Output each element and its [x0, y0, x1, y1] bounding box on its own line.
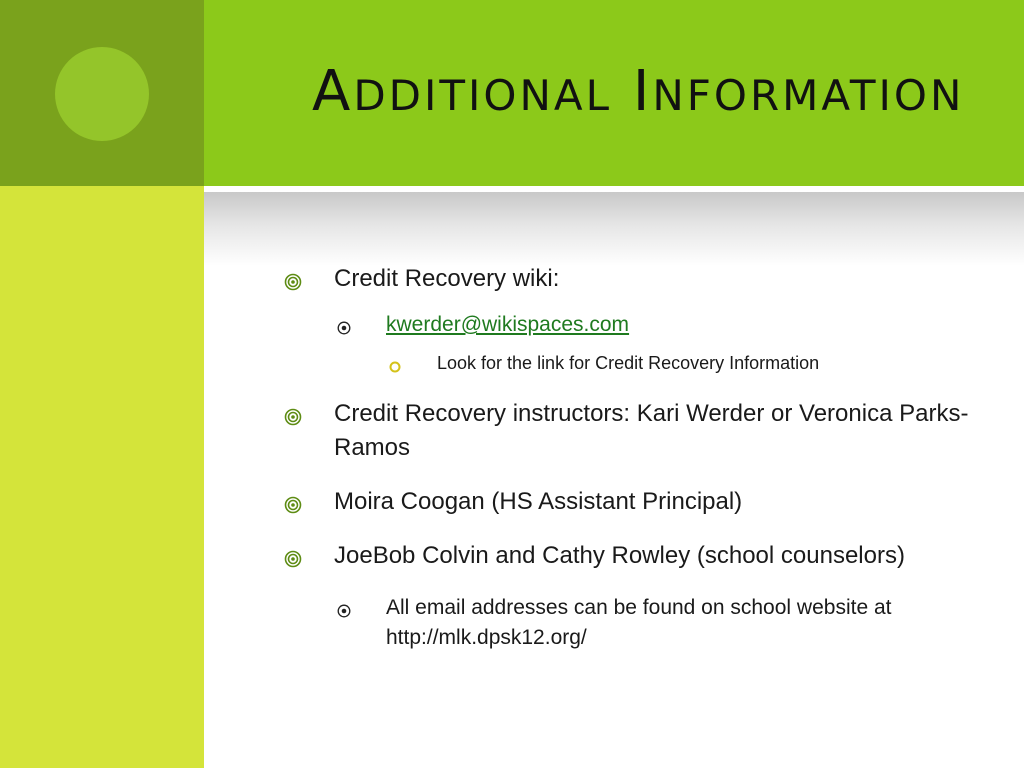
left-stripe	[0, 186, 204, 768]
bullet-item	[282, 349, 982, 377]
slide-title	[312, 52, 1012, 136]
bullet-item	[282, 539, 982, 573]
shadow-gradient	[204, 192, 1024, 266]
bullet-text: Moira Coogan (HS Assistant Principal)	[334, 488, 743, 515]
bullet-text: Credit Recovery wiki:	[334, 265, 560, 292]
bullet-item	[282, 485, 982, 519]
ring-bullet-icon	[389, 353, 401, 381]
title-word: ADDITIONAL	[312, 59, 613, 124]
concentric-circle-bullet-icon	[284, 402, 302, 436]
bullet-text: All email addresses can be found on school website at http://mlk.dpsk12.org/	[386, 596, 892, 649]
bullet-item	[282, 310, 982, 340]
dot-circle-bullet-icon	[337, 597, 351, 627]
bullet-item	[282, 397, 982, 465]
bullet-item	[282, 262, 982, 296]
dot-circle-bullet-icon	[337, 314, 351, 344]
bullet-list	[282, 262, 982, 653]
bullet-text: Look for the link for Credit Recovery Information	[437, 353, 820, 373]
bullet-text: Credit Recovery instructors: Kari Werder or Veronica Parks-Ramos	[334, 400, 969, 461]
title-word: INFORMATION	[632, 59, 965, 124]
concentric-circle-bullet-icon	[284, 490, 302, 524]
decorative-circle	[55, 47, 149, 141]
wiki-email-link[interactable]: kwerder@wikispaces.com	[386, 313, 630, 336]
bullet-item	[282, 593, 982, 653]
bullet-text: JoeBob Colvin and Cathy Rowley (school counselors)	[334, 542, 905, 569]
concentric-circle-bullet-icon	[284, 267, 302, 301]
concentric-circle-bullet-icon	[284, 544, 302, 578]
